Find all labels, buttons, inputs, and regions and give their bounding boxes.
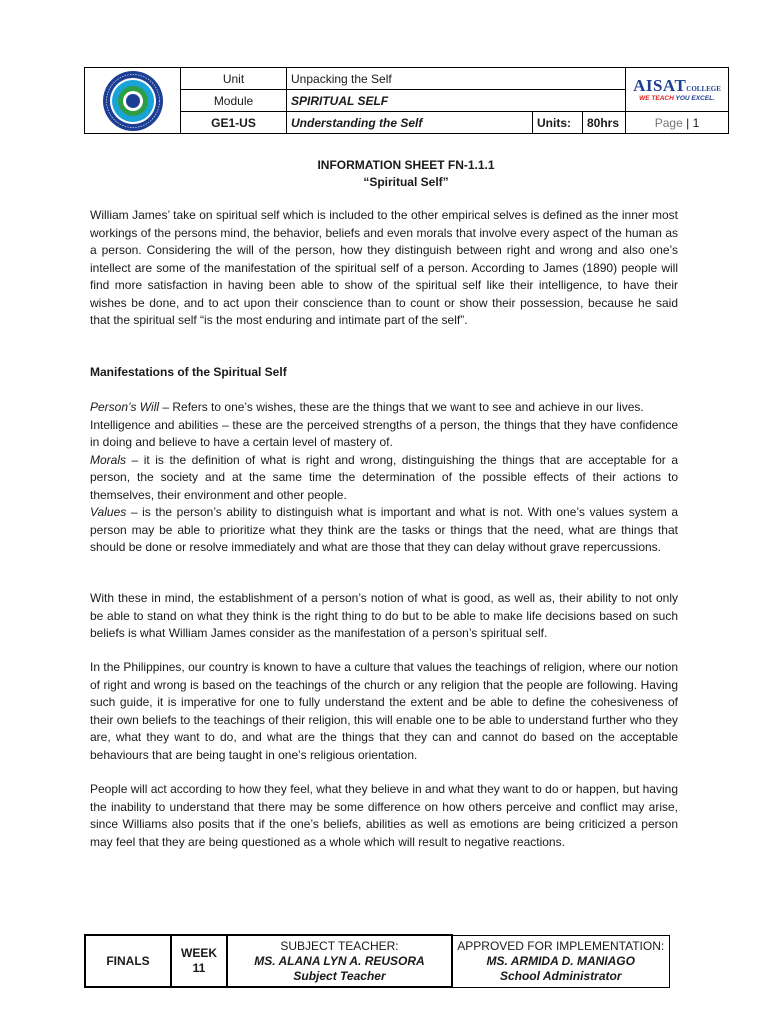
header-table <box>84 67 729 134</box>
approval-cell <box>452 935 669 987</box>
approver-role: School Administrator <box>499 968 622 983</box>
seal-icon <box>102 70 164 132</box>
week-number: 11 <box>192 961 206 975</box>
paragraph-2 <box>90 590 678 643</box>
module-label: Module <box>181 90 287 112</box>
units-label: Units: <box>533 112 583 134</box>
morals-text: – it is the definition of what is right and wrong, distinguishing the things that are acceptable for a person, the society and at the same time the determination of the possible effects of their actions to themselves, their environment and other people. <box>90 452 678 502</box>
will-item <box>90 399 678 417</box>
will-text: – Refers to one’s wishes, these are the things that we want to see and achieve in our lives. <box>159 400 644 414</box>
tagline-part-a: WE TEACH <box>639 94 676 102</box>
manifestations-list <box>90 399 678 557</box>
school-seal-logo <box>85 68 181 134</box>
unit-label: Unit <box>181 68 287 90</box>
aisat-college-logo <box>626 68 729 112</box>
paragraph-4-text: People will act according to how they feel, what they believe in and what they want to do or happen, but having the inability to understand that there may be some difference on how others perceive and conflict may arise, since Williams also posits that if the one’s beliefs, abilities as well as emotions are being criticized a person may feel that they are being questioned as a whole which will result to negative reactions. <box>90 782 678 849</box>
week-label: WEEK <box>181 946 217 960</box>
page-separator: | <box>686 115 690 130</box>
paragraph-4 <box>90 781 678 851</box>
subject-teacher-cell <box>227 935 452 987</box>
intro-paragraph <box>90 207 678 330</box>
teacher-name: MS. ALANA LYN A. REUSORA <box>254 953 425 968</box>
teacher-role: Subject Teacher <box>293 968 386 983</box>
values-term: Values <box>90 505 127 519</box>
approver-name: MS. ARMIDA D. MANIAGO <box>486 953 635 968</box>
morals-term: Morals <box>90 452 127 467</box>
approval-heading: APPROVED FOR IMPLEMENTATION: <box>457 938 665 953</box>
values-item <box>90 504 678 557</box>
page-number: 1 <box>692 115 700 130</box>
intelligence-item: Intelligence and abilities – these are the perceived strengths of a person, the things that they have confidence in doing and believe to have a certain level of mastery of. <box>90 417 678 449</box>
values-text: – is the person’s ability to distinguish what is important and what is not. With one’s values system a person may be able to prioritize what they think are the tasks or things that the need, what are things that should be done or resolve immediately and what are those that they can delay without grave repercussions. <box>90 505 678 554</box>
will-term: Person’s Will <box>90 400 160 414</box>
morals-item <box>90 452 678 505</box>
section-heading: Manifestations of the Spiritual Self <box>90 365 287 379</box>
brand-tagline <box>626 96 728 103</box>
tagline-part-b: YOU EXCEL. <box>675 94 715 102</box>
footer-table <box>84 934 670 988</box>
unit-value: Unpacking the Self <box>287 68 626 90</box>
teacher-heading: SUBJECT TEACHER: <box>280 938 399 953</box>
units-value: 80hrs <box>583 112 626 134</box>
paragraph-3 <box>90 659 678 764</box>
paragraph-3-text: In the Philippines, our country is known to have a culture that values the teachings of religion, where our notion of right and wrong is based on the teachings of the church or any religion that the people are following. Having such guide, it is imperative for one to fully understand the extent and be able to define the cohesiveness of their own beliefs to the teachings of their religion, this will enable one to be able to understand further who they are, what they want to do, and what are the things that they can and cannot do based on the acceptable behaviours that are being taught in one’s religious orientation. <box>90 660 678 762</box>
course-title: Understanding the Self <box>287 112 533 134</box>
page-label: Page <box>654 115 683 130</box>
paragraph-2-text: With these in mind, the establishment of a person’s notion of what is good, as well as, their ability to not only be able to stand on what they think is the right thing to do but to be able to make life decisions based on such beliefs is what William James consider as the manifestation of a person’s spiritual self. <box>90 591 678 640</box>
module-value: SPIRITUAL SELF <box>287 90 626 112</box>
week-cell <box>171 935 227 987</box>
course-code: GE1-US <box>181 112 287 134</box>
page-number-cell <box>626 112 729 134</box>
sheet-title: INFORMATION SHEET FN-1.1.1 <box>317 158 495 172</box>
intro-text: William James’ take on spiritual self which is included to the other empirical selves is defined as the inner most workings of the persons mind, the behavior, beliefs and even morals that involve every aspect of the human as a person. Considering the will of the person, how they distinguish between right and wrong and also one’s intellect are some of the manifestation of the spiritual self of a person. According to James (1890) people will find more satisfaction in having been able to show of the spiritual self like their intelligence, to have their wishes be done, and to act upon their conscience than to count or show their possession, because he said that the spiritual self “is the most enduring and intimate part of the self”. <box>90 208 678 327</box>
brand-name: AISAT <box>633 75 687 95</box>
term-cell: FINALS <box>85 935 171 987</box>
brand-sub: COLLEGE <box>686 84 721 93</box>
sheet-subtitle: “Spiritual Self” <box>363 175 449 189</box>
